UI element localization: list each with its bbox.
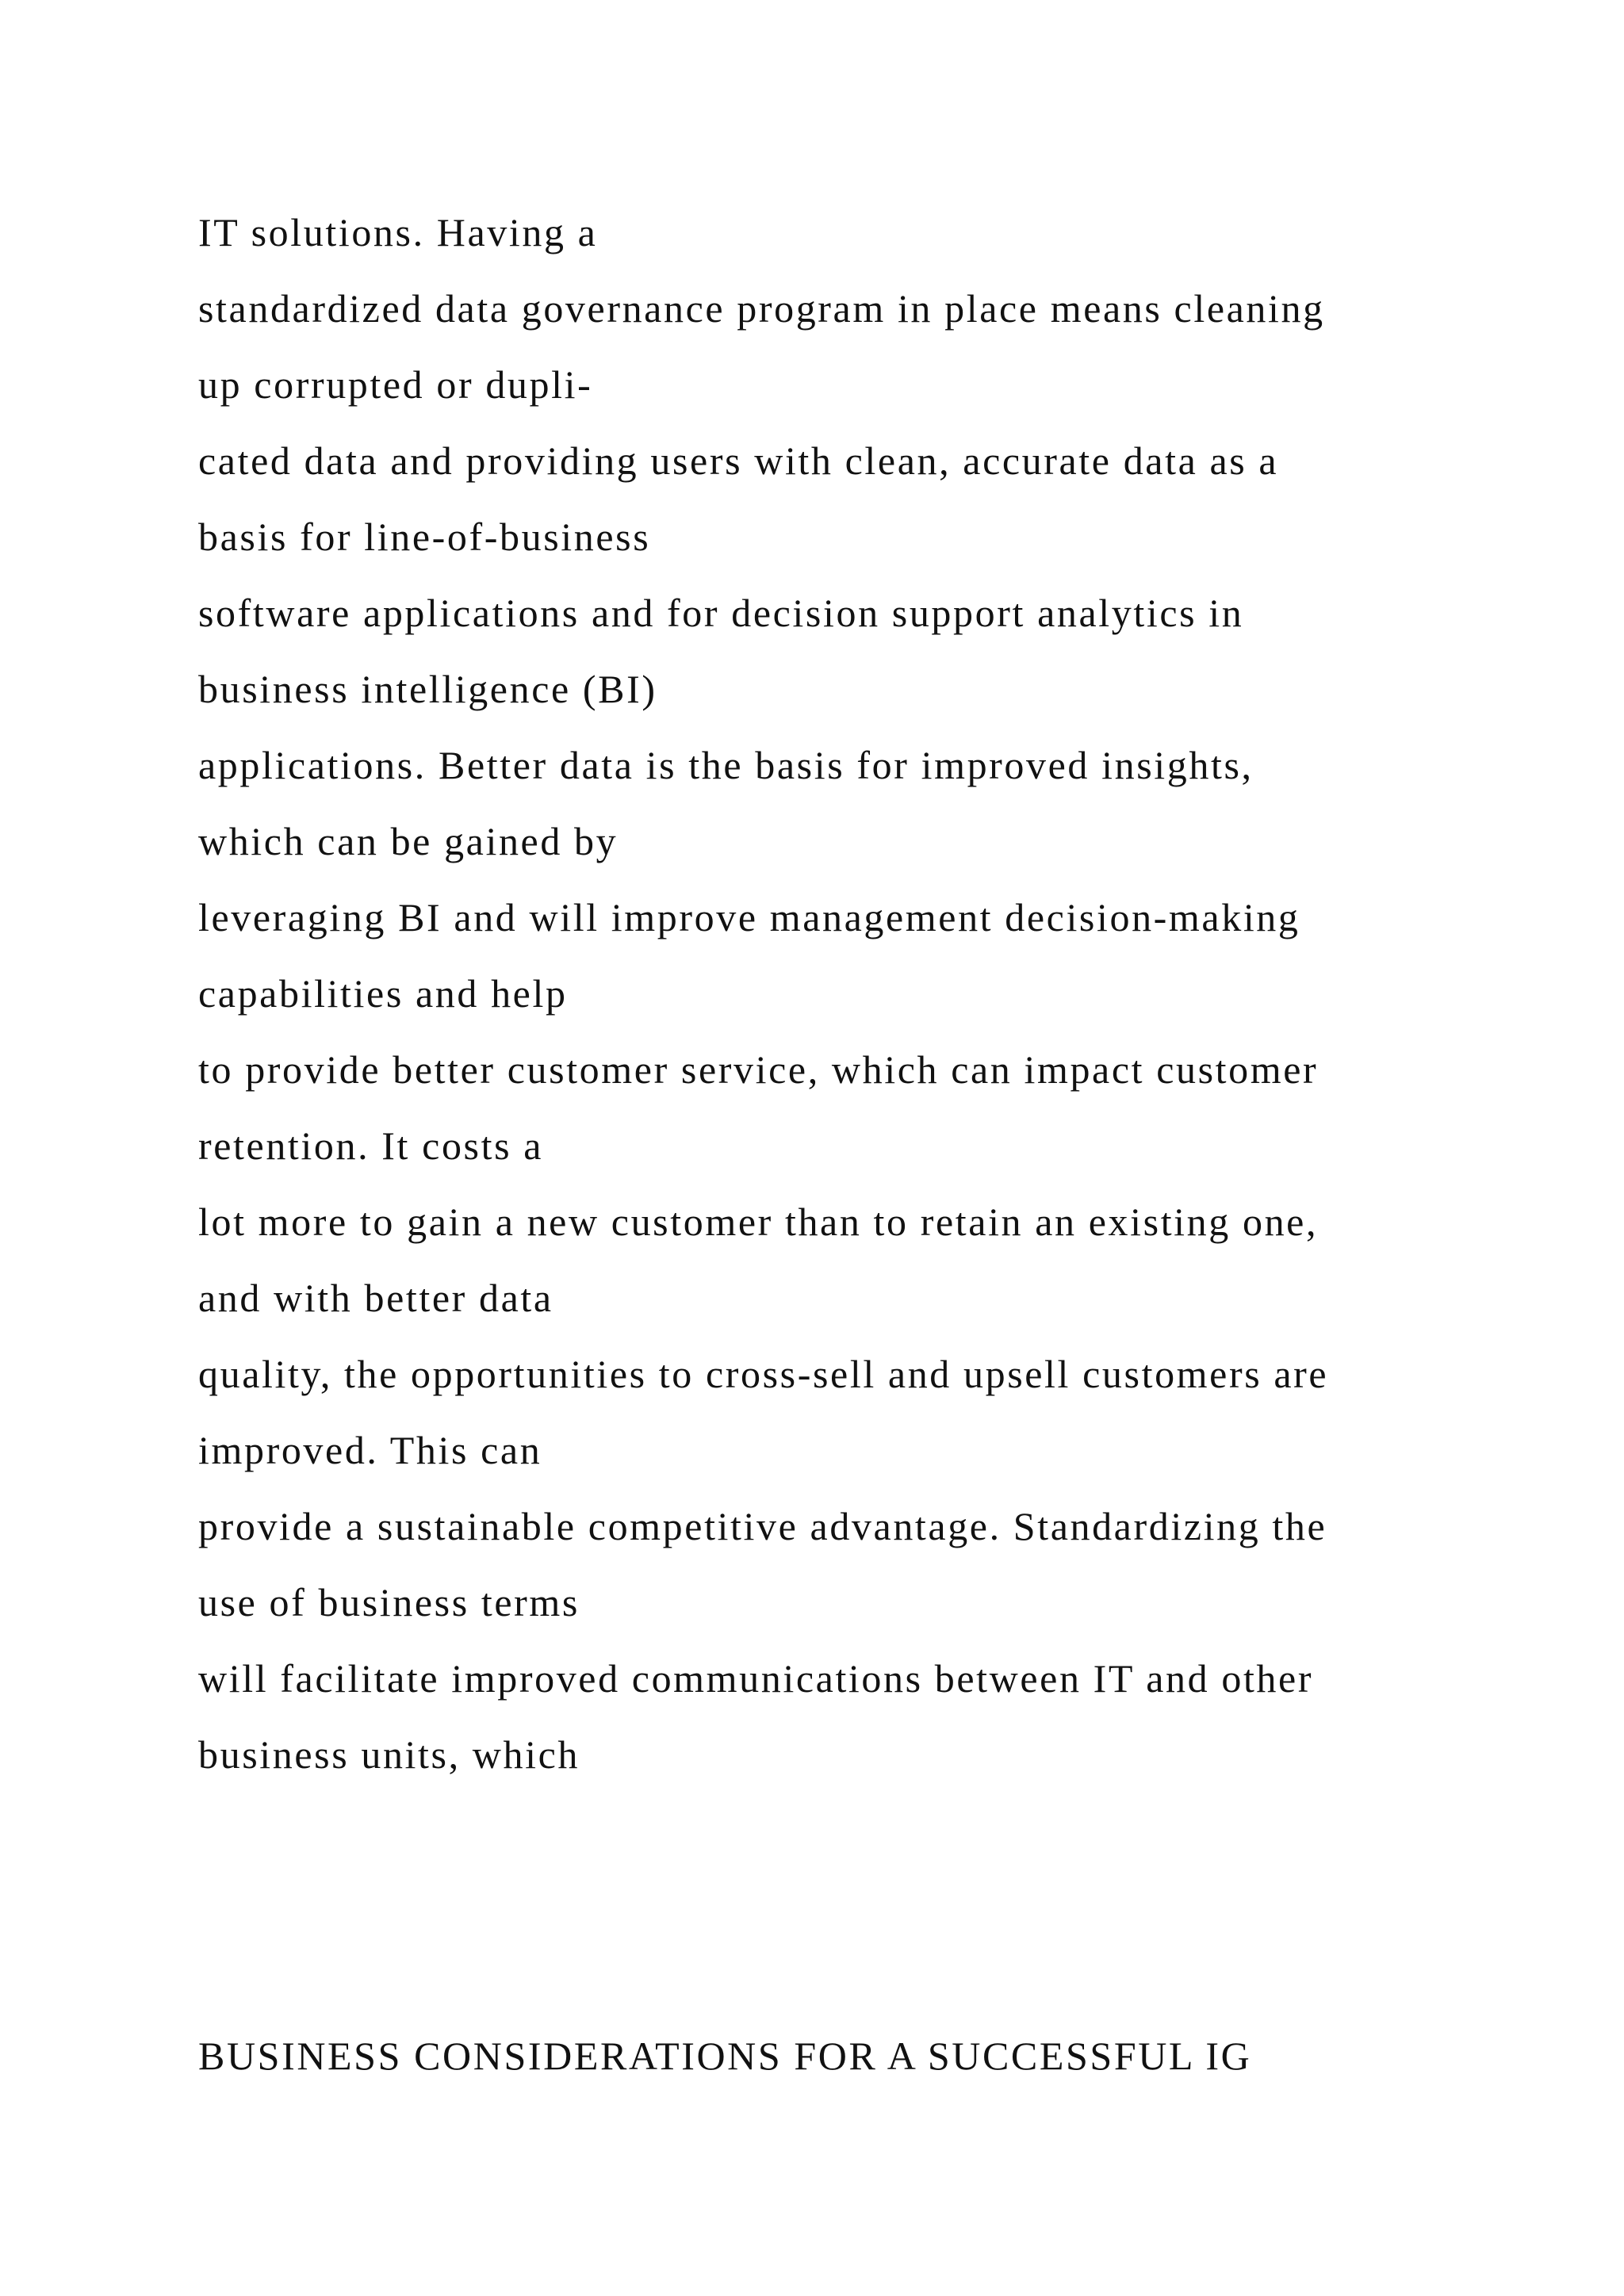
text-line: quality, the opportunities to cross-sell and upsell customers are <box>198 1352 1329 1396</box>
section-heading: BUSINESS CONSIDERATIONS FOR A SUCCESSFUL IG <box>198 2034 1252 2078</box>
text-line: which can be gained by <box>198 819 619 863</box>
text-line: to provide better customer service, which can impact customer <box>198 1047 1319 1092</box>
text-line: software applications and for decision support analytics in <box>198 591 1244 635</box>
text-line: improved. This can <box>198 1428 542 1472</box>
text-line: business intelligence (BI) <box>198 667 657 711</box>
text-line: applications. Better data is the basis for improved insights, <box>198 743 1254 787</box>
text-line: retention. It costs a <box>198 1123 544 1168</box>
text-line: capabilities and help <box>198 971 568 1016</box>
text-line: IT solutions. Having a <box>198 210 598 254</box>
text-line: lot more to gain a new customer than to retain an existing one, <box>198 1200 1319 1244</box>
text-line: provide a sustainable competitive advantage. Standardizing the <box>198 1504 1327 1548</box>
text-line: standardized data governance program in place means cleaning <box>198 286 1325 331</box>
text-line: basis for line-of-business <box>198 515 651 559</box>
text-line: use of business terms <box>198 1580 580 1624</box>
body-paragraph <box>198 194 1546 1793</box>
text-line: will facilitate improved communications between IT and other <box>198 1656 1314 1701</box>
text-line: leveraging BI and will improve management decision-making <box>198 895 1300 939</box>
text-line: business units, which <box>198 1732 580 1777</box>
text-line: and with better data <box>198 1276 553 1320</box>
text-line: up corrupted or dupli- <box>198 362 593 407</box>
text-line: cated data and providing users with clean, accurate data as a <box>198 438 1279 483</box>
